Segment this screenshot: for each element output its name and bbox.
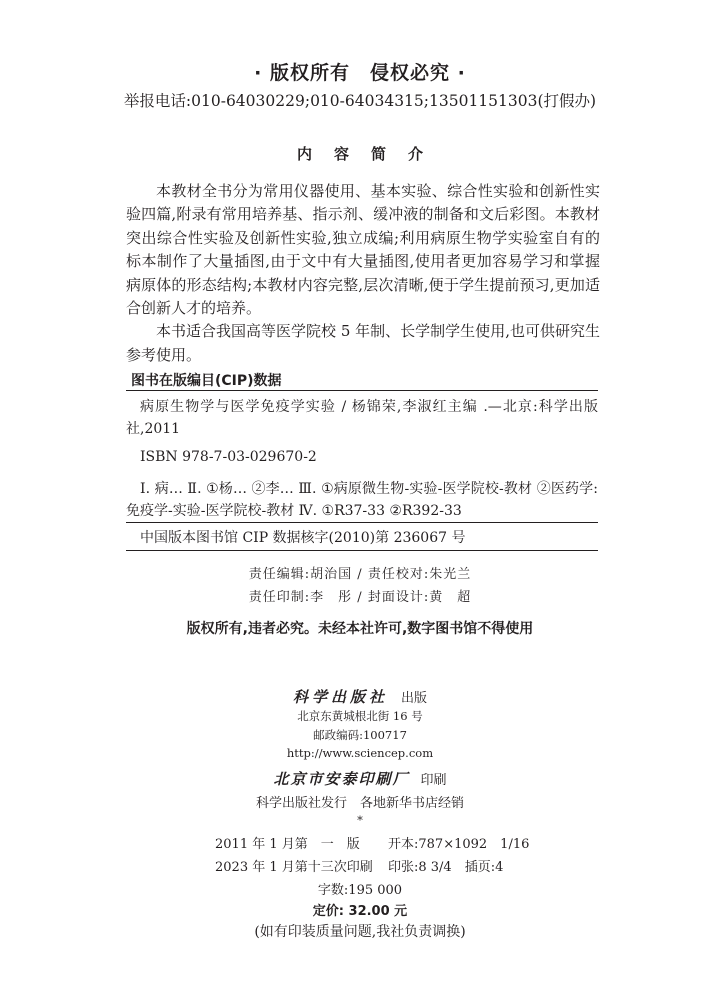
separator-star: *: [357, 813, 363, 827]
summary-title: 内容简介: [296, 145, 445, 163]
printer-line: [0, 768, 720, 789]
price-label: 定价:: [312, 904, 344, 919]
cip-isbn: ISBN 978-7-03-029670-2: [140, 449, 317, 465]
word-count: 字数:195 000: [317, 883, 403, 898]
report-phone-line: 举报电话:010-64030229;010-64034315;13501151303(打假办): [123, 92, 597, 110]
format-info: 开本:787×1092 1/16: [388, 837, 530, 852]
staff-line-1: 责任编辑:胡治国 / 责任校对:朱光兰: [248, 567, 472, 582]
copyright-title: · 版权所有 侵权必究 ·: [254, 62, 466, 84]
cip-body: [126, 396, 598, 522]
distribution-line: 科学出版社发行 各地新华书店经销: [255, 796, 464, 811]
sheets-info: 印张:8 3/4 插页:4: [388, 860, 504, 875]
summary-paragraph-1: 本教材全书分为常用仪器使用、基本实验、综合性实验和创新性实验四篇,附录有常用培养基、指示剂、缓冲液的制备和文后彩图。本教材突出综合性实验及创新性实验,独立成编;利用病原生物学实验室自有的标本制作了大量插图,由于文中有大量插图,使用者更加容易学习和掌握病原体的形态结构;本教材内容完整,层次清晰,便于学生提前预习,更加适合创新人才的培养。: [126, 182, 600, 318]
cip-rule-bottom: [126, 550, 598, 551]
cip-library-record: 中国版本图书馆 CIP 数据核字(2010)第 236067 号: [140, 530, 466, 546]
price-line: [0, 900, 720, 919]
printer-name: 北京市安泰印刷厂: [273, 770, 410, 788]
digital-library-notice: 版权所有,违者必究。未经本社许可,数字图书馆不得使用: [186, 621, 534, 637]
quality-note: (如有印装质量问题,我社负责调换): [254, 924, 466, 940]
cip-heading: 图书在版编目(CIP)数据: [131, 373, 282, 389]
publisher-name-logo: 科学出版社: [292, 688, 388, 706]
cip-entry: 病原生物学与医学免疫学实验 / 杨锦荣,李淑红主编 .—北京:科学出版社,2011: [126, 399, 598, 437]
staff-line-2: 责任印制:李 彤 / 封面设计:黄 超: [248, 590, 472, 605]
publisher-postcode: 邮政编码:100717: [313, 728, 407, 742]
print-word: 印刷: [420, 773, 447, 788]
publisher-address: 北京东黄城根北街 16 号: [297, 709, 423, 723]
price-value: 32.00 元: [348, 904, 408, 919]
printing-line: 2023 年 1 月第十三次印刷: [215, 860, 373, 875]
edition-line: 2011 年 1 月第 一 版: [215, 837, 360, 852]
publish-word: 出版: [401, 691, 428, 706]
publisher-line: [0, 686, 720, 707]
cip-classification: Ⅰ. 病… Ⅱ. ①杨… ②李… Ⅲ. ①病原微生物-实验-医学院校-教材 ②医药学:免疫学-实验-医学院校-教材 Ⅳ. ①R37-33 ②R392-33: [126, 481, 598, 519]
cip-rule-middle: [126, 522, 598, 523]
cip-rule-top: [126, 390, 598, 391]
summary-paragraph-2: 本书适合我国高等医学院校 5 年制、长学制学生使用,也可供研究生参考使用。: [126, 322, 600, 364]
summary-body: [126, 180, 600, 367]
publisher-website: http://www.sciencep.com: [286, 746, 434, 760]
